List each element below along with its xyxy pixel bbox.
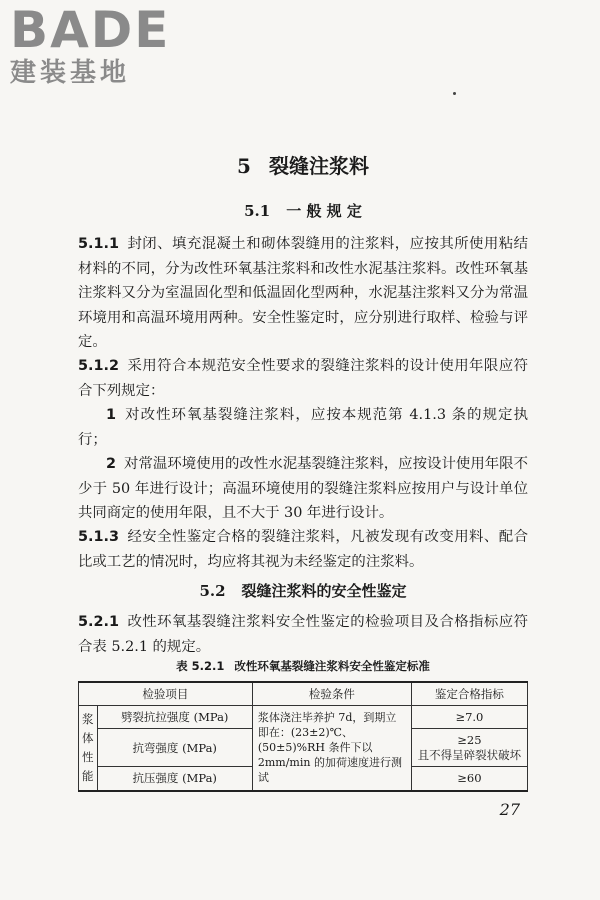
logo-subtitle: 建装基地 bbox=[10, 58, 131, 88]
page-number: 27 bbox=[499, 800, 520, 819]
clause-5-1-1 bbox=[78, 232, 528, 355]
chapter-heading bbox=[78, 150, 528, 179]
test-condition: 浆体浇注毕养护 7d，到期立即在：(23±2)℃、(50±5)%RH 条件下以 2mm/min 的加荷速度进行测试 bbox=[252, 706, 411, 791]
logo-wordmark: BADE bbox=[10, 1, 171, 59]
clause-5-1-2-item-2 bbox=[78, 452, 528, 526]
section-title: 一 般 规 定 bbox=[286, 202, 362, 220]
clause-5-1-3 bbox=[78, 525, 528, 574]
scan-speck bbox=[453, 92, 456, 95]
chapter-title: 裂缝注浆料 bbox=[268, 154, 369, 178]
clause-id: 5.1.2 bbox=[78, 358, 119, 374]
row-item: 抗压强度 (MPa) bbox=[97, 767, 252, 791]
row-criteria: ≥60 bbox=[411, 767, 527, 791]
row-criteria: ≥7.0 bbox=[411, 706, 527, 729]
table-row bbox=[79, 706, 528, 729]
row-criteria-note: 且不得呈碎裂状破坏 bbox=[417, 747, 522, 762]
item-number: 1 bbox=[106, 407, 117, 423]
row-item: 劈裂抗拉强度 (MPa) bbox=[97, 706, 252, 729]
row-item: 抗弯强度 (MPa) bbox=[97, 729, 252, 767]
chapter-number: 5 bbox=[237, 154, 251, 178]
clause-5-1-2-item-1 bbox=[78, 403, 528, 452]
section-heading-5-1 bbox=[78, 200, 528, 221]
item-number: 2 bbox=[106, 456, 117, 472]
item-text: 对改性环氧基裂缝注浆料，应按本规范第 4.1.3 条的规定执行； bbox=[78, 407, 528, 448]
clause-text: 改性环氧基裂缝注浆料安全性鉴定的检验项目及合格指标应符合表 5.2.1 的规定。 bbox=[78, 614, 528, 655]
clause-text: 采用符合本规范安全性要求的裂缝注浆料的设计使用年限应符合下列规定： bbox=[78, 358, 528, 399]
section-heading-5-2 bbox=[78, 580, 528, 601]
table-header-row bbox=[79, 682, 528, 706]
clause-5-1-2 bbox=[78, 354, 528, 403]
clause-text: 封闭、填充混凝土和砌体裂缝用的注浆料，应按其所使用粘结材料的不同，分为改性环氧基注浆料和改性水泥基注浆料。改性环氧基注浆料又分为室温固化型和低温固化型两种，水泥基注浆料又分为常温环境用和高温环境用两种。安全性鉴定时，应分别进行取样、检验与评定。 bbox=[78, 236, 528, 350]
clause-id: 5.1.3 bbox=[78, 529, 119, 545]
header-item: 检验项目 bbox=[79, 682, 253, 706]
section-title: 裂缝注浆料的安全性鉴定 bbox=[241, 582, 407, 600]
safety-criteria-table bbox=[78, 681, 528, 792]
clause-id: 5.1.1 bbox=[78, 236, 119, 252]
row-criteria: ≥25 bbox=[457, 732, 482, 747]
clause-id: 5.2.1 bbox=[78, 614, 119, 630]
clause-text: 经安全性鉴定合格的裂缝注浆料，凡被发现有改变用料、配合比或工艺的情况时，均应将其视为未经鉴定的注浆料。 bbox=[78, 529, 528, 570]
bade-logo bbox=[10, 1, 180, 88]
header-condition: 检验条件 bbox=[252, 682, 411, 706]
row-criteria-cell bbox=[411, 729, 527, 767]
clause-5-2-1 bbox=[78, 610, 528, 659]
table-caption bbox=[78, 658, 528, 674]
table-title: 改性环氧基裂缝注浆料安全性鉴定标准 bbox=[234, 659, 430, 673]
section-number: 5.2 bbox=[199, 582, 226, 600]
item-text: 对常温环境使用的改性水泥基裂缝注浆料，应按设计使用年限不少于 50 年进行设计；高温环境使用的裂缝注浆料应按用户与设计单位共同商定的使用年限，且不大于 30 年进行设计。 bbox=[78, 456, 528, 521]
group-label: 浆体性能 bbox=[79, 706, 98, 791]
header-criteria: 鉴定合格指标 bbox=[411, 682, 527, 706]
table-number: 表 5.2.1 bbox=[176, 659, 225, 673]
section-number: 5.1 bbox=[244, 202, 271, 220]
